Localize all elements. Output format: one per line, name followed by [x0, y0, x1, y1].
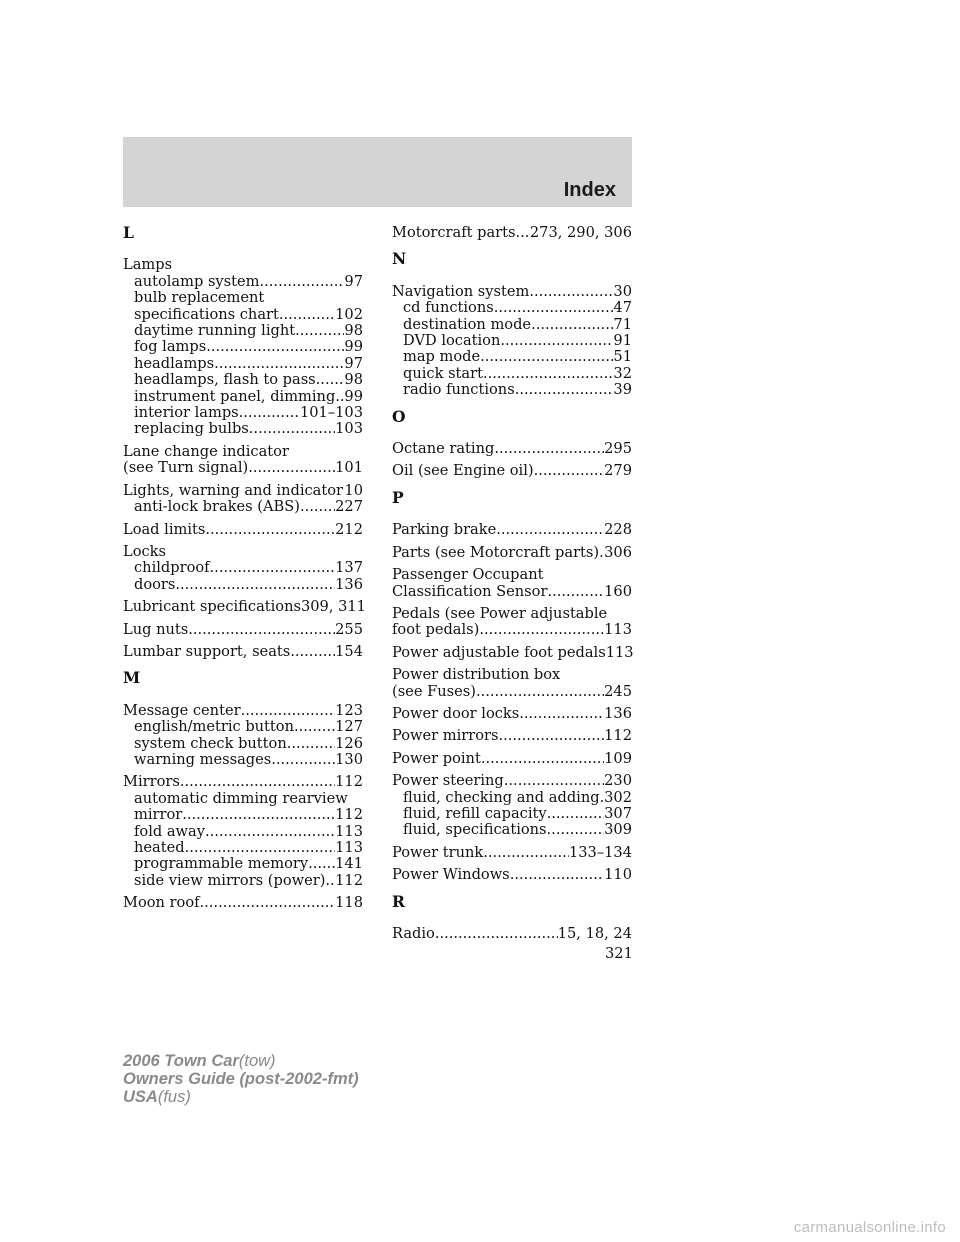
leader-dots	[479, 622, 604, 638]
entry-page-ref: 10	[344, 481, 363, 499]
index-entry	[123, 703, 363, 769]
index-entry-line	[392, 773, 632, 789]
entry-page-ref: 279	[604, 462, 632, 480]
index-entry-line	[392, 284, 632, 300]
entry-page-ref: 137	[335, 559, 363, 577]
leader-dots	[249, 421, 335, 437]
index-subentry	[123, 323, 363, 339]
leader-dots	[515, 225, 529, 241]
entry-text: Motorcraft parts	[392, 224, 516, 241]
entry-page-ref: 30	[613, 282, 632, 300]
entry-page-ref: 112	[335, 871, 363, 889]
entry-text: Power mirrors	[392, 727, 499, 745]
footer-model: 2006 Town Car	[123, 1052, 239, 1070]
index-entry	[123, 444, 363, 477]
entry-page-ref: 109	[604, 749, 632, 767]
entry-text: Locks	[123, 542, 166, 560]
index-entry-line	[392, 606, 632, 622]
index-subentry	[123, 421, 363, 437]
entry-text: quick start	[403, 364, 483, 382]
index-letter-heading: L	[123, 223, 134, 242]
entry-text: programmable memory	[134, 855, 309, 873]
entry-text: headlamps	[134, 354, 215, 372]
entry-page-ref: 102	[335, 305, 363, 323]
leader-dots	[180, 774, 335, 790]
header-band	[123, 137, 632, 207]
entry-page-ref: 160	[604, 582, 632, 600]
index-entry-line	[123, 598, 366, 616]
leader-dots	[519, 706, 604, 722]
index-entry-line	[123, 703, 363, 719]
entry-page-ref: 230	[604, 772, 632, 790]
index-subentry	[123, 307, 363, 323]
leader-dots	[287, 736, 335, 752]
entry-page-ref: 307	[604, 804, 632, 822]
entry-page-ref: 110	[604, 866, 632, 884]
index-entry	[392, 225, 632, 241]
entry-text: Message center	[123, 701, 241, 719]
entry-text: DVD location	[403, 332, 501, 350]
entry-text: cd functions	[403, 299, 494, 317]
index-subentry	[392, 333, 632, 349]
entry-page-ref: 154	[335, 642, 363, 660]
footer-region: USA	[123, 1088, 158, 1106]
index-entry	[392, 522, 632, 538]
index-subentry	[392, 790, 632, 806]
entry-text: interior lamps	[134, 404, 239, 422]
leader-dots	[335, 389, 344, 405]
entry-text: headlamps, flash to pass	[134, 371, 316, 389]
index-subentry	[392, 317, 632, 333]
footer-model-code: (tow)	[238, 1052, 276, 1070]
leader-dots	[241, 703, 336, 719]
leader-dots	[205, 522, 335, 538]
leader-dots	[316, 372, 345, 388]
index-entry	[392, 926, 632, 942]
entry-page-ref: 273, 290, 306	[529, 224, 632, 241]
entry-page-ref: 113	[604, 621, 632, 639]
entry-text: Lights, warning and indicator	[123, 481, 344, 499]
leader-dots	[279, 307, 335, 323]
leader-dots	[500, 333, 613, 349]
footer-region-code: (fus)	[157, 1088, 191, 1106]
index-letter-heading: R	[392, 891, 405, 911]
index-entry-line	[123, 622, 363, 638]
entry-text: system check button	[134, 734, 287, 752]
leader-dots	[205, 824, 335, 840]
index-entry	[123, 483, 363, 516]
entry-page-ref: 51	[613, 348, 632, 366]
entry-page-ref: 71	[613, 315, 632, 333]
entry-page-ref: 113	[335, 839, 363, 856]
entry-page-ref: 113	[605, 643, 634, 661]
leader-dots	[504, 773, 604, 789]
entry-text: Lane change indicator	[123, 442, 289, 460]
index-entry-line	[392, 584, 632, 600]
index-subentry	[123, 577, 363, 593]
index-subentry	[392, 366, 632, 382]
entry-text: side view mirrors (power)	[134, 871, 326, 889]
index-entry-line	[123, 544, 363, 560]
entry-text: heated	[134, 839, 185, 856]
leader-dots	[210, 560, 336, 576]
index-subentry	[123, 356, 363, 372]
entry-text: Octane rating	[392, 440, 495, 458]
leader-dots	[182, 807, 335, 823]
index-subentry	[123, 752, 363, 768]
entry-text: fluid, refill capacity	[403, 804, 547, 822]
entry-text: destination mode	[403, 315, 532, 333]
leader-dots	[547, 584, 604, 600]
entry-text: Parts (see Motorcraft parts)	[392, 543, 600, 561]
entry-text: doors	[134, 575, 176, 593]
index-column-left	[123, 223, 366, 918]
footer-guide: Owners Guide (post-2002-fmt)	[123, 1070, 359, 1088]
index-subentry	[392, 806, 632, 822]
index-entry	[123, 622, 363, 638]
entry-page-ref: 136	[604, 704, 632, 722]
entry-page-ref: 112	[335, 773, 363, 791]
index-entry	[123, 895, 363, 911]
entry-text: Load limits	[123, 520, 206, 538]
leader-dots	[498, 728, 604, 744]
entry-text: Navigation system	[392, 282, 530, 300]
entry-text: fog lamps	[134, 338, 207, 356]
entry-page-ref: 126	[335, 734, 363, 752]
entry-page-ref: 112	[604, 727, 632, 745]
index-entry-line	[392, 728, 632, 744]
leader-dots	[531, 317, 613, 333]
index-entry-line	[392, 567, 632, 583]
index-entry-line	[123, 257, 363, 273]
entry-page-ref: 98	[344, 371, 363, 389]
entry-text: Power distribution box	[392, 666, 561, 684]
index-entry	[392, 441, 632, 457]
index-entry	[392, 667, 632, 700]
entry-text: Power steering	[392, 772, 504, 790]
entry-text: Power adjustable foot pedals	[392, 643, 606, 661]
index-entry	[392, 867, 632, 883]
leader-dots	[214, 356, 344, 372]
entry-page-ref: 39	[613, 381, 632, 399]
leader-dots	[248, 460, 335, 476]
entry-page-ref: 212	[335, 520, 363, 538]
entry-page-ref: 309	[604, 821, 632, 839]
leader-dots	[494, 300, 614, 316]
entry-page-ref: 112	[335, 806, 363, 824]
entry-text: (see Turn signal)	[123, 459, 249, 477]
entry-text: fluid, specifications	[403, 821, 547, 839]
leader-dots	[529, 284, 613, 300]
index-entry	[392, 706, 632, 722]
index-subentry	[123, 339, 363, 355]
entry-page-ref: 130	[335, 750, 363, 768]
entry-text: mirror	[134, 806, 183, 824]
entry-text: Power door locks	[392, 704, 520, 722]
index-entry-line	[123, 895, 363, 911]
entry-text: automatic dimming rearview	[134, 789, 348, 807]
index-entry	[123, 774, 363, 889]
entry-page-ref: 97	[344, 272, 363, 290]
entry-text: Lubricant specifications	[123, 598, 301, 616]
index-subentry	[123, 824, 363, 840]
index-subentry	[123, 719, 363, 735]
leader-dots	[300, 499, 335, 515]
leader-dots	[483, 366, 613, 382]
entry-text: radio functions	[403, 381, 515, 399]
index-letter-heading: N	[392, 249, 407, 269]
index-subentry	[123, 840, 363, 856]
index-entry	[392, 645, 632, 661]
index-entry-line	[123, 644, 363, 660]
entry-page-ref: 141	[335, 855, 363, 873]
entry-text: fluid, checking and adding	[403, 788, 600, 806]
entry-text: fold away	[134, 822, 205, 840]
entry-text: Power trunk	[392, 843, 484, 861]
leader-dots	[206, 339, 344, 355]
leader-dots	[200, 895, 336, 911]
index-subentry	[392, 822, 632, 838]
entry-page-ref: 136	[335, 575, 363, 593]
leader-dots	[290, 644, 335, 660]
entry-text: Oil (see Engine oil)	[392, 462, 534, 480]
leader-dots	[308, 856, 335, 872]
index-entry-line	[392, 684, 632, 700]
index-subentry	[123, 856, 363, 872]
entry-text: Lamps	[123, 256, 173, 274]
watermark: carmanualsonline.info	[793, 1219, 946, 1236]
entry-page-ref: 123	[335, 701, 363, 719]
leader-dots	[510, 867, 604, 883]
entry-page-ref: 127	[335, 718, 363, 736]
leader-dots	[325, 873, 335, 889]
entry-text: bulb replacement	[134, 289, 265, 307]
index-entry	[392, 751, 632, 767]
index-entry-line	[123, 522, 363, 538]
entry-text: Power point	[392, 749, 481, 767]
index-letter-heading: O	[392, 406, 406, 426]
entry-text: Passenger Occupant	[392, 566, 544, 584]
leader-dots	[294, 719, 335, 735]
entry-page-ref: 97	[344, 354, 363, 372]
index-entry	[392, 284, 632, 399]
leader-dots	[175, 577, 335, 593]
index-entry	[392, 463, 632, 479]
index-entry	[392, 606, 632, 639]
index-entry	[123, 544, 363, 593]
index-entry-line	[392, 926, 632, 942]
entry-text: (see Fuses)	[392, 682, 476, 700]
leader-dots	[476, 684, 604, 700]
index-subentry	[123, 290, 363, 306]
entry-page-ref: 101	[335, 459, 363, 477]
index-entry	[392, 845, 632, 861]
entry-text: instrument panel, dimming	[134, 387, 336, 405]
leader-dots	[547, 822, 605, 838]
index-subentry	[123, 274, 363, 290]
index-subentry	[123, 791, 363, 807]
index-entry-line	[392, 441, 632, 457]
index-entry-line	[392, 867, 632, 883]
index-entry	[123, 522, 363, 538]
leader-dots	[494, 441, 604, 457]
index-column-right	[392, 225, 632, 948]
index-entry-line	[392, 751, 632, 767]
entry-text: specifications chart	[134, 305, 279, 323]
leader-dots	[547, 806, 605, 822]
entry-page-ref: 118	[335, 894, 363, 912]
leader-dots	[534, 463, 605, 479]
index-entry	[123, 598, 366, 616]
entry-text: map mode	[403, 348, 481, 366]
index-entry	[392, 773, 632, 839]
document-footer	[123, 1052, 359, 1106]
index-subentry	[123, 372, 363, 388]
entry-text: Lumbar support, seats	[123, 642, 291, 660]
entry-text: Radio	[392, 925, 435, 942]
index-entry-line	[123, 460, 363, 476]
entry-text: Power Windows	[392, 866, 510, 884]
index-entry-line	[123, 483, 363, 499]
entry-page-ref: 15, 18, 24	[557, 925, 632, 942]
entry-page-ref: 306	[604, 543, 632, 561]
entry-text: Mirrors	[123, 773, 180, 791]
index-subentry	[123, 389, 363, 405]
entry-page-ref: 98	[344, 322, 363, 340]
index-entry-line	[392, 545, 632, 561]
entry-text: Classification Sensor	[392, 582, 548, 600]
entry-page-ref: 99	[344, 387, 363, 405]
entry-text: replacing bulbs	[134, 420, 249, 438]
index-letter-heading: P	[392, 487, 404, 507]
entry-text: Pedals (see Power adjustable	[392, 604, 608, 622]
leader-dots	[271, 752, 335, 768]
entry-text: warning messages	[134, 750, 272, 768]
index-entry-line	[392, 522, 632, 538]
index-entry-line	[392, 463, 632, 479]
index-subentry	[392, 349, 632, 365]
leader-dots	[483, 845, 569, 861]
entry-page-ref: 228	[604, 521, 632, 539]
entry-text: Moon roof	[123, 894, 200, 912]
index-entry-line	[392, 845, 632, 861]
entry-text: childproof	[134, 559, 210, 577]
leader-dots	[295, 323, 344, 339]
leader-dots	[239, 405, 300, 421]
leader-dots	[435, 926, 558, 942]
index-entry	[392, 567, 632, 600]
entry-page-ref: 32	[613, 364, 632, 382]
index-entry-line	[392, 645, 632, 661]
leader-dots	[185, 840, 336, 856]
entry-page-ref: 245	[604, 682, 632, 700]
index-subentry	[123, 560, 363, 576]
index-entry	[123, 644, 363, 660]
entry-page-ref: 91	[613, 332, 632, 350]
entry-page-ref: 295	[604, 440, 632, 458]
index-entry	[123, 257, 363, 437]
index-entry	[392, 728, 632, 744]
index-entry-line	[392, 706, 632, 722]
index-subentry	[123, 499, 363, 515]
index-letter-heading: M	[123, 668, 141, 688]
entry-page-ref: 99	[344, 338, 363, 356]
entry-text: Lug nuts	[123, 620, 189, 638]
page-number: 321	[605, 945, 633, 962]
entry-page-ref: 255	[335, 620, 363, 638]
entry-text: Parking brake	[392, 521, 497, 539]
entry-page-ref: 302	[604, 788, 632, 806]
index-entry	[392, 545, 632, 561]
leader-dots	[515, 382, 614, 398]
entry-text: anti-lock brakes (ABS)	[134, 498, 300, 516]
index-entry-line	[392, 622, 632, 638]
index-subentry	[123, 807, 363, 823]
entry-page-ref: 133–134	[568, 843, 632, 861]
leader-dots	[481, 751, 604, 767]
entry-text: foot pedals)	[392, 621, 480, 639]
index-subentry	[123, 873, 363, 889]
entry-text: daytime running light	[134, 322, 296, 340]
page-title: Index	[563, 179, 616, 201]
entry-page-ref: 47	[613, 299, 632, 317]
index-subentry	[123, 736, 363, 752]
index-entry-line	[123, 444, 363, 460]
entry-text: english/metric button	[134, 718, 294, 736]
entry-text: autolamp system	[134, 272, 260, 290]
index-subentry	[392, 382, 632, 398]
entry-page-ref: 103	[335, 420, 363, 438]
entry-page-ref: 227	[335, 498, 363, 516]
index-subentry	[392, 300, 632, 316]
index-entry-line	[123, 774, 363, 790]
index-subentry	[123, 405, 363, 421]
index-entry-line	[392, 667, 632, 683]
index-entry-line	[392, 225, 632, 241]
leader-dots	[480, 349, 613, 365]
entry-page-ref: 309, 311	[300, 598, 366, 616]
leader-dots	[260, 274, 345, 290]
leader-dots	[496, 522, 604, 538]
leader-dots	[188, 622, 335, 638]
entry-page-ref: 113	[335, 822, 363, 840]
entry-page-ref: 101–103	[299, 404, 363, 422]
